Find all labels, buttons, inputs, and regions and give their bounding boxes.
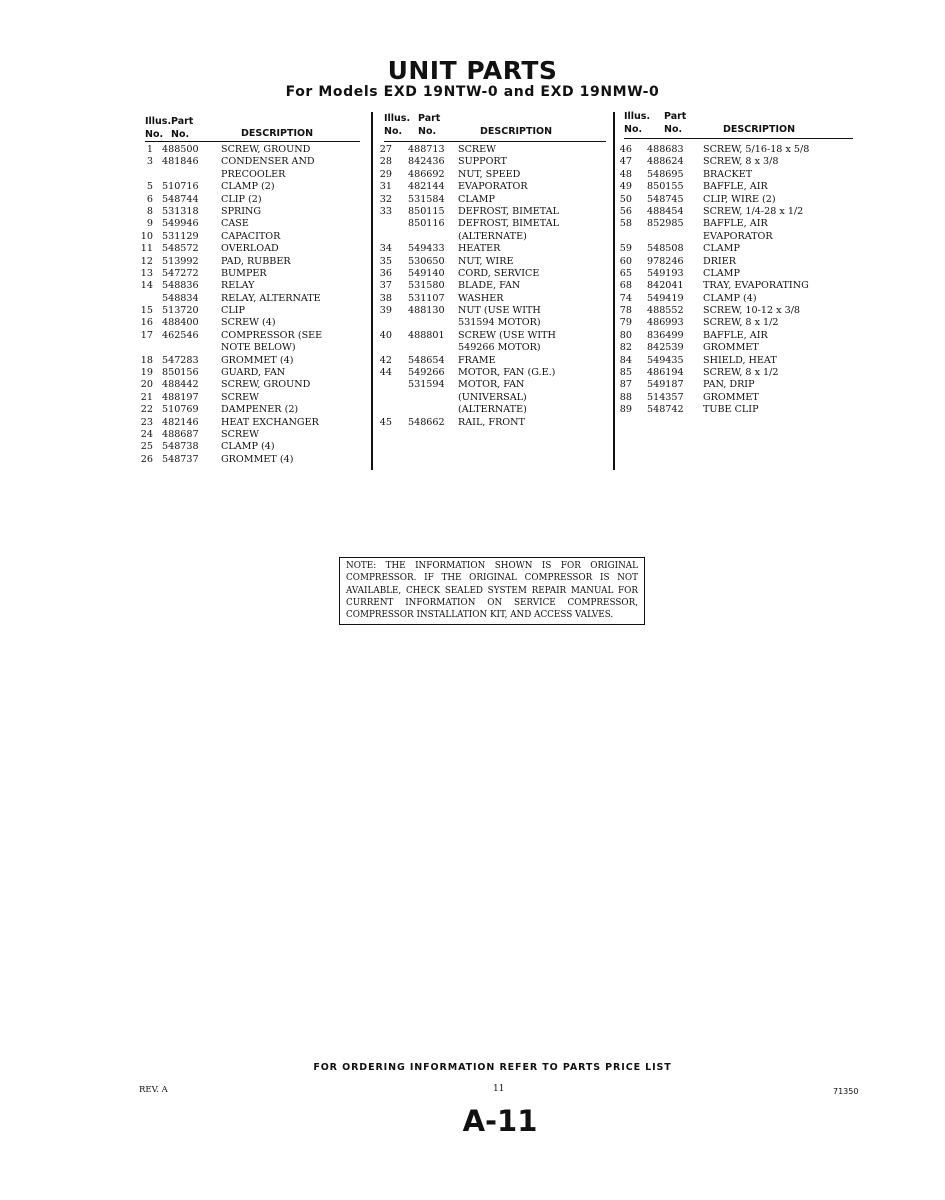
table-row [619, 156, 859, 168]
table-row [140, 379, 365, 391]
part-description: SCREW, 5/16-18 x 5/8 [703, 144, 810, 155]
part-number: 548738 [162, 441, 199, 453]
table-row [140, 329, 365, 342]
column-header [384, 112, 609, 142]
illus-number: 5 [146, 181, 153, 193]
table-row [145, 144, 365, 156]
table-row [379, 156, 609, 168]
table-row [140, 453, 365, 466]
model-subtitle: For Models EXD 19NTW-0 and EXD 19NMW-0 [285, 84, 660, 100]
part-number: 531580 [408, 280, 445, 292]
illus-number: 85 [619, 367, 632, 379]
table-row [140, 305, 365, 317]
table-row [379, 367, 609, 379]
illus-number: 44 [379, 367, 392, 379]
illus-number: 49 [619, 181, 632, 193]
table-row [619, 243, 859, 255]
page-roman: 11 [493, 1084, 505, 1094]
part-description: PAD, RUBBER [221, 255, 291, 267]
table-row [619, 367, 859, 379]
illus-number: 11 [140, 243, 153, 255]
illus-number: 25 [140, 441, 153, 453]
illus-number: 56 [619, 205, 632, 217]
part-description: GROMMET [703, 391, 759, 403]
illus-number: 35 [379, 255, 392, 267]
part-number: 488552 [647, 305, 684, 317]
table-row [379, 243, 609, 255]
part-description: SHIELD, HEAT [703, 354, 777, 366]
part-description: EVAPORATOR [703, 230, 773, 242]
table-row [145, 293, 365, 305]
illus-number: 21 [140, 391, 153, 403]
part-number: 549187 [647, 379, 684, 391]
illus-number: 20 [140, 379, 153, 391]
part-number: 531594 [408, 379, 445, 391]
table-row [140, 441, 365, 453]
table-row [619, 391, 859, 404]
part-description: WASHER [458, 292, 504, 304]
part-description: (ALTERNATE) [458, 404, 527, 416]
illus-number: 22 [140, 404, 153, 416]
part-number: 488687 [162, 428, 199, 440]
part-description: DEFROST, BIMETAL [458, 205, 559, 217]
illus-number: 36 [379, 267, 392, 279]
parts-list [379, 144, 609, 429]
table-row [145, 194, 365, 206]
part-number: 548695 [647, 168, 684, 180]
illus-no-header: Illus. No. [624, 111, 651, 135]
illus-number: 65 [619, 267, 632, 279]
part-number: 486194 [647, 367, 684, 379]
table-row [379, 416, 609, 429]
part-number: 482144 [408, 181, 445, 193]
part-description: 531594 MOTOR) [458, 317, 541, 329]
part-description: OVERLOAD [221, 243, 279, 255]
part-number: 531584 [408, 193, 445, 205]
part-number: 549419 [647, 292, 684, 304]
table-row [145, 206, 365, 218]
part-description: SCREW [221, 428, 260, 440]
table-row [140, 280, 365, 292]
table-row [145, 181, 365, 193]
part-number: 488130 [408, 305, 445, 317]
part-description: BAFFLE, AIR [703, 329, 768, 341]
table-row [145, 169, 365, 181]
illus-number: 12 [140, 255, 153, 267]
part-description: EVAPORATOR [458, 181, 528, 193]
part-description: SCREW, 1/4-28 x 1/2 [703, 205, 804, 217]
illus-number: 16 [140, 317, 153, 329]
table-row [619, 317, 859, 329]
part-description: SCREW, 8 x 3/8 [703, 156, 779, 168]
part-number: 462546 [162, 329, 199, 341]
table-row [140, 404, 365, 416]
part-number: 549435 [647, 354, 684, 366]
part-description: PAN, DRIP [703, 379, 755, 391]
table-row [619, 329, 859, 342]
part-number: 548662 [408, 416, 445, 428]
table-row [619, 267, 859, 280]
illus-number: 26 [140, 453, 153, 465]
part-description: CLAMP [458, 193, 495, 205]
illus-number: 58 [619, 218, 632, 230]
illus-number: 60 [619, 255, 632, 267]
part-number: 488624 [647, 156, 684, 168]
part-description: GROMMET (4) [221, 453, 294, 465]
part-description: NOTE BELOW) [221, 342, 296, 354]
ordering-footer: FOR ORDERING INFORMATION REFER TO PARTS PRICE LIST [313, 1062, 672, 1073]
part-description: BUMPER [221, 267, 267, 279]
part-number: 513720 [162, 305, 199, 317]
part-description: (ALTERNATE) [458, 230, 527, 242]
part-description: NUT, WIRE [458, 255, 514, 267]
part-description: NUT, SPEED [458, 168, 521, 180]
table-row [384, 392, 609, 404]
part-number: 488500 [162, 144, 199, 155]
part-description: COMPRESSOR (SEE [221, 329, 323, 341]
part-description: CLIP, WIRE (2) [703, 193, 776, 205]
part-number: 549266 [408, 367, 445, 379]
illus-number: 3 [146, 156, 153, 168]
revision-label: REV. A [139, 1085, 168, 1095]
illus-number: 74 [619, 292, 632, 304]
illus-number: 46 [619, 144, 632, 155]
table-row [384, 218, 609, 230]
column-header [624, 112, 859, 142]
part-description: HEAT EXCHANGER [221, 416, 319, 428]
table-row [140, 428, 365, 441]
column-divider [613, 112, 615, 470]
illus-number: 8 [146, 205, 153, 217]
illus-number: 24 [140, 428, 153, 440]
part-description: (UNIVERSAL) [458, 391, 527, 403]
part-number: 547272 [162, 267, 199, 279]
part-description: CASE [221, 218, 249, 230]
part-description: MOTOR, FAN (G.E.) [458, 367, 556, 379]
part-number: 549433 [408, 243, 445, 255]
table-row [379, 255, 609, 268]
table-row [384, 379, 609, 391]
illus-number: 10 [140, 230, 153, 242]
illus-no-header: Illus. No. [384, 113, 411, 137]
part-description: CLAMP [703, 243, 740, 255]
table-row [619, 193, 859, 206]
part-number: 531318 [162, 205, 199, 217]
table-row [619, 168, 859, 181]
table-row [624, 231, 859, 243]
parts-column-2 [379, 112, 609, 428]
table-row [379, 205, 609, 218]
part-number: 548836 [162, 280, 199, 292]
table-row [145, 156, 365, 168]
illus-number: 48 [619, 168, 632, 180]
table-row [384, 231, 609, 243]
illus-number: 47 [619, 156, 632, 168]
part-number: 486993 [647, 317, 684, 329]
part-number: 850156 [162, 367, 199, 379]
table-row [379, 280, 609, 292]
part-number: 842041 [647, 280, 684, 292]
part-number: 978246 [647, 255, 684, 267]
part-description: SPRING [221, 205, 262, 217]
part-number: 548745 [647, 193, 684, 205]
part-description: SCREW, GROUND [221, 379, 311, 391]
illus-number: 15 [140, 305, 153, 317]
illus-no-header: Illus. No. [145, 116, 172, 140]
illus-number: 27 [379, 144, 392, 155]
illus-number: 79 [619, 317, 632, 329]
part-number: 547283 [162, 354, 199, 366]
part-description: TUBE CLIP [703, 404, 759, 416]
table-row [619, 342, 859, 354]
table-row [379, 267, 609, 280]
table-row [140, 267, 365, 280]
illus-number: 45 [379, 416, 392, 428]
part-number: 531129 [162, 230, 199, 242]
illus-number: 14 [140, 280, 153, 292]
table-row [140, 354, 365, 367]
table-row [145, 342, 365, 354]
table-row [384, 317, 609, 329]
part-description: DEFROST, BIMETAL [458, 218, 559, 230]
part-description: DAMPENER (2) [221, 404, 299, 416]
illus-number: 9 [146, 218, 153, 230]
part-number: 548572 [162, 243, 199, 255]
table-row [379, 181, 609, 193]
part-description: MOTOR, FAN [458, 379, 525, 391]
part-description: SCREW (USE WITH [458, 329, 556, 341]
part-description: CLAMP [703, 267, 740, 279]
illus-number: 32 [379, 193, 392, 205]
table-row [145, 218, 365, 230]
illus-number: 34 [379, 243, 392, 255]
part-description: SCREW [458, 144, 497, 155]
illus-number: 1 [146, 144, 153, 155]
parts-list [140, 144, 365, 466]
part-description: CORD, SERVICE [458, 267, 540, 279]
table-row [619, 404, 859, 416]
illus-number: 87 [619, 379, 632, 391]
part-number: 488713 [408, 144, 445, 155]
illus-number: 80 [619, 329, 632, 341]
illus-number: 84 [619, 354, 632, 366]
parts-column-3 [619, 111, 859, 416]
table-row [384, 342, 609, 354]
illus-number: 37 [379, 280, 392, 292]
part-description: CLAMP (2) [221, 181, 275, 193]
part-description: HEATER [458, 243, 501, 255]
part-description: GUARD, FAN [221, 367, 286, 379]
document-code: 71350 [833, 1087, 859, 1096]
part-no-header: Part No. [664, 111, 687, 135]
part-description: DRIER [703, 255, 736, 267]
table-row [619, 144, 859, 156]
part-number: 548508 [647, 243, 684, 255]
table-row [619, 181, 859, 193]
table-row [140, 317, 365, 329]
parts-column-1 [140, 112, 365, 465]
part-description: BRACKET [703, 168, 753, 180]
illus-number: 40 [379, 329, 392, 341]
illus-number: 19 [140, 367, 153, 379]
part-number: 549946 [162, 218, 199, 230]
part-number: 850115 [408, 205, 445, 217]
table-row [140, 367, 365, 379]
part-number: 482146 [162, 416, 199, 428]
part-number: 481846 [162, 156, 199, 168]
part-description: GROMMET (4) [221, 354, 294, 366]
part-description: SCREW (4) [221, 317, 276, 329]
part-number: 531107 [408, 292, 445, 304]
table-row [379, 292, 609, 305]
illus-number: 39 [379, 305, 392, 317]
table-row [140, 255, 365, 268]
part-number: 488442 [162, 379, 199, 391]
column-divider [371, 112, 373, 470]
page-title: UNIT PARTS [387, 56, 558, 85]
part-description: 549266 MOTOR) [458, 342, 541, 354]
illus-number: 89 [619, 404, 632, 416]
part-number: 488197 [162, 391, 199, 403]
part-description: BAFFLE, AIR [703, 181, 768, 193]
illus-number: 82 [619, 342, 632, 354]
part-description: PRECOOLER [221, 168, 286, 180]
part-number: 852985 [647, 218, 684, 230]
part-number: 488400 [162, 317, 199, 329]
illus-number: 23 [140, 416, 153, 428]
part-description: TRAY, EVAPORATING [703, 280, 809, 292]
part-description: RAIL, FRONT [458, 416, 525, 428]
part-description: RELAY [221, 280, 255, 292]
part-description: SUPPORT [458, 156, 507, 168]
table-row [619, 379, 859, 391]
compressor-note: NOTE: THE INFORMATION SHOWN IS FOR ORIGINAL COMPRESSOR. IF THE ORIGINAL COMPRESSOR IS NOT AVAILABLE, CHECK SEALED SYSTEM REPAIR MANUAL FOR CURRENT INFORMATION ON SERVICE COMPRESSOR, COMPRESSOR INSTALLATION KIT, AND ACCESS VALVES. [339, 557, 645, 625]
part-number: 513992 [162, 255, 199, 267]
table-row [379, 305, 609, 317]
table-row [619, 305, 859, 317]
part-number: 510769 [162, 404, 199, 416]
illus-number: 78 [619, 305, 632, 317]
part-description: FRAME [458, 354, 496, 366]
part-number: 510716 [162, 181, 199, 193]
part-number: 850116 [408, 218, 445, 230]
table-row [140, 391, 365, 404]
part-no-header: Part No. [171, 116, 194, 140]
illus-number: 42 [379, 354, 392, 366]
illus-number: 17 [140, 329, 153, 341]
illus-number: 13 [140, 267, 153, 279]
illus-number: 88 [619, 391, 632, 403]
part-number: 488801 [408, 329, 445, 341]
description-header: DESCRIPTION [241, 128, 314, 139]
part-description: BLADE, FAN [458, 280, 521, 292]
part-description: SCREW, GROUND [221, 144, 311, 155]
part-number: 842539 [647, 342, 684, 354]
illus-number: 18 [140, 354, 153, 366]
illus-number: 6 [146, 193, 153, 205]
part-number: 842436 [408, 156, 445, 168]
part-number: 548742 [647, 404, 684, 416]
part-description: SCREW [221, 391, 260, 403]
table-row [619, 205, 859, 218]
table-row [140, 230, 365, 243]
table-row [379, 144, 609, 156]
part-number: 548654 [408, 354, 445, 366]
description-header: DESCRIPTION [480, 126, 553, 137]
part-number: 514357 [647, 391, 684, 403]
table-row [384, 404, 609, 416]
page-number: A-11 [462, 1104, 538, 1138]
table-row [379, 354, 609, 367]
parts-list [619, 144, 859, 417]
part-description: CLAMP (4) [703, 292, 757, 304]
illus-number: 50 [619, 193, 632, 205]
table-row [379, 193, 609, 206]
illus-number: 29 [379, 168, 392, 180]
illus-number: 31 [379, 181, 392, 193]
part-number: 486692 [408, 168, 445, 180]
table-row [619, 255, 859, 268]
part-number: 850155 [647, 181, 684, 193]
part-description: CLIP (2) [221, 193, 262, 205]
part-number: 548737 [162, 453, 199, 465]
part-number: 549140 [408, 267, 445, 279]
table-row [379, 329, 609, 342]
illus-number: 28 [379, 156, 392, 168]
illus-number: 68 [619, 280, 632, 292]
part-description: SCREW, 10-12 x 3/8 [703, 305, 801, 317]
table-row [379, 168, 609, 181]
illus-number: 59 [619, 243, 632, 255]
description-header: DESCRIPTION [723, 124, 796, 135]
part-no-header: Part No. [418, 113, 441, 137]
part-number: 530650 [408, 255, 445, 267]
table-row [619, 280, 859, 292]
column-header [145, 112, 365, 142]
part-number: 836499 [647, 329, 684, 341]
part-description: RELAY, ALTERNATE [221, 292, 321, 304]
part-description: CLIP [221, 305, 245, 317]
part-number: 488454 [647, 205, 684, 217]
part-number: 488683 [647, 144, 684, 155]
part-description: NUT (USE WITH [458, 305, 541, 317]
part-description: SCREW, 8 x 1/2 [703, 367, 779, 379]
part-description: SCREW, 8 x 1/2 [703, 317, 779, 329]
table-row [619, 354, 859, 367]
table-row [619, 292, 859, 305]
part-number: 548744 [162, 193, 199, 205]
part-description: CONDENSER AND [221, 156, 315, 168]
part-number: 549193 [647, 267, 684, 279]
part-description: CAPACITOR [221, 230, 281, 242]
table-row [140, 243, 365, 255]
table-row [619, 218, 859, 230]
illus-number: 38 [379, 292, 392, 304]
part-description: BAFFLE, AIR [703, 218, 768, 230]
part-number: 548834 [162, 292, 199, 304]
illus-number: 33 [379, 205, 392, 217]
table-row [140, 416, 365, 429]
part-description: CLAMP (4) [221, 441, 275, 453]
part-description: GROMMET [703, 342, 759, 354]
